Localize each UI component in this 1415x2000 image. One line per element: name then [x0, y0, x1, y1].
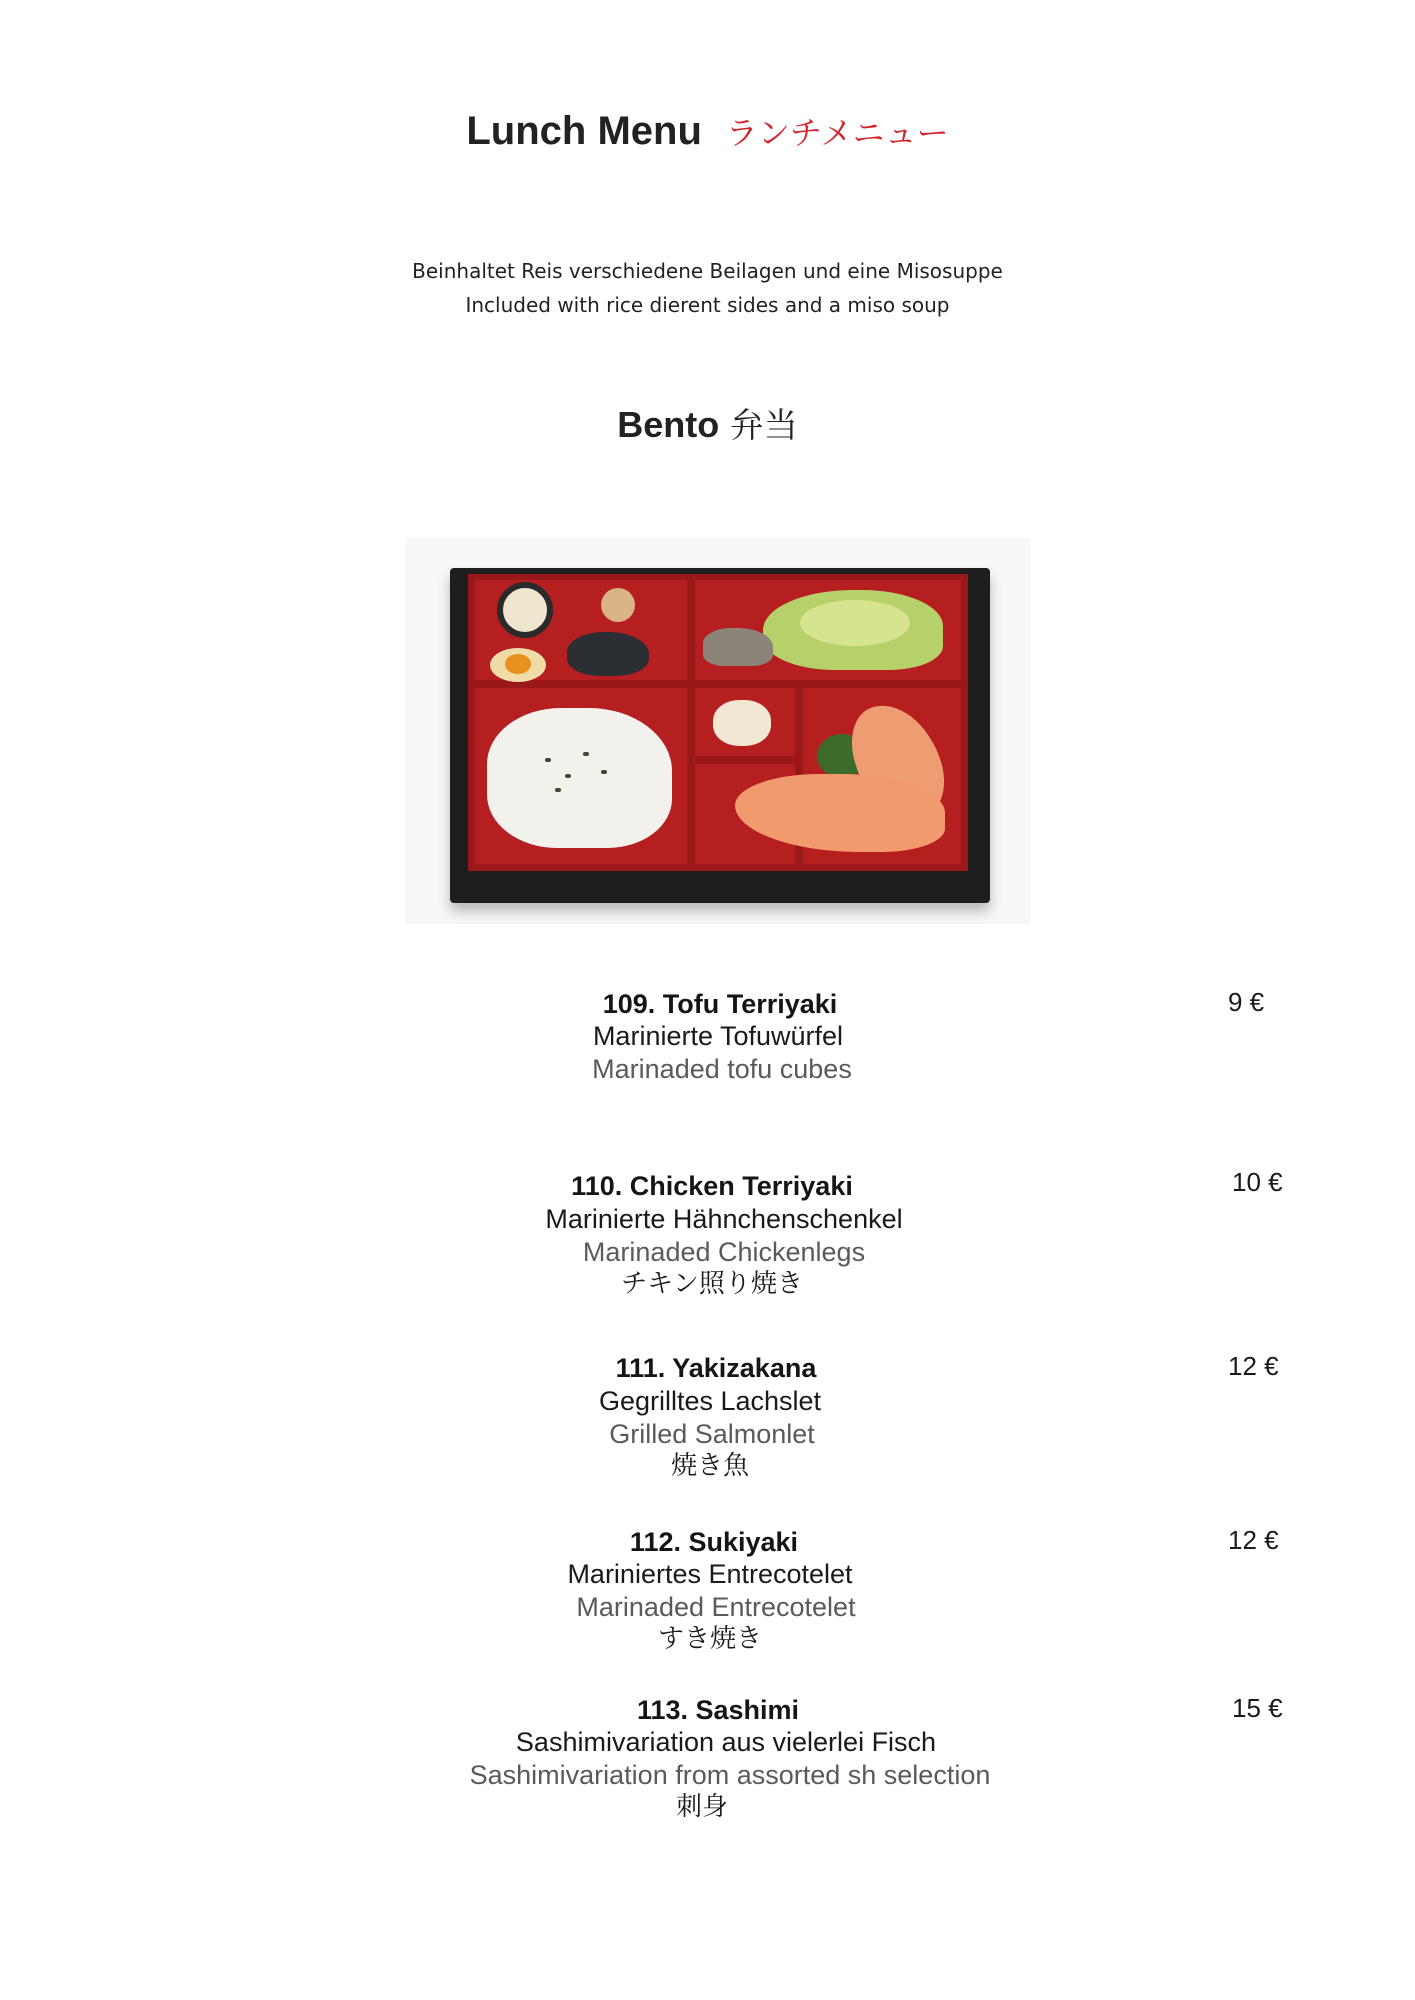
item-name-jp: チキン照り焼き — [621, 1269, 803, 1299]
menu-title: Lunch Menu — [466, 109, 702, 153]
intro-line-en: Included with rice dierent sides and a miso soup — [465, 293, 950, 317]
item-price: 10 € — [1232, 1167, 1283, 1197]
item-name: 110. Chicken Terriyaki — [571, 1171, 853, 1201]
salad — [800, 600, 910, 646]
item-name-jp: 刺身 — [675, 1792, 729, 1822]
section-title: Bento — [617, 404, 720, 445]
fish — [703, 628, 773, 666]
rice — [487, 708, 672, 848]
nori — [567, 632, 649, 676]
item-description-en: Marinaded Entrecotelet — [576, 1592, 856, 1622]
simmered-vegetable — [601, 588, 635, 622]
section-heading — [0, 398, 1415, 447]
item-description-de: Marinierte Hähnchenschenkel — [545, 1204, 903, 1234]
item-description-en: Marinaded tofu cubes — [592, 1054, 852, 1084]
menu-title-jp: ランチメニュー — [725, 114, 949, 152]
furikake — [565, 774, 571, 778]
section-title-jp: 弁当 — [729, 406, 798, 446]
egg-yolk — [505, 654, 531, 674]
item-description-de: Sashimivariation aus vielerlei Fisch — [515, 1727, 937, 1757]
page-title — [0, 108, 1415, 154]
bento-box-photo — [405, 538, 1030, 924]
pickled-ginger — [713, 700, 771, 746]
item-price: 9 € — [1228, 987, 1265, 1017]
menu-intro — [0, 254, 1415, 322]
item-description-de: Mariniertes Entrecotelet — [567, 1559, 853, 1589]
furikake — [545, 758, 551, 762]
intro-line-de: Beinhaltet Reis verschiedene Beilagen und eine Misosuppe — [412, 259, 1003, 283]
furikake — [583, 752, 589, 756]
item-description-en: Marinaded Chickenlegs — [582, 1237, 866, 1267]
item-description-en: Grilled Salmonlet — [609, 1419, 815, 1449]
item-description-de: Marinierte Tofuwürfel — [592, 1021, 844, 1051]
item-price: 12 € — [1228, 1351, 1279, 1381]
item-name: 112. Sukiyaki — [629, 1527, 799, 1557]
furikake — [555, 788, 561, 792]
item-price: 12 € — [1228, 1525, 1279, 1555]
sushi-roll — [497, 582, 553, 638]
furikake — [601, 770, 607, 774]
item-name: 109. Tofu Terriyaki — [602, 989, 838, 1019]
item-name: 113. Sashimi — [636, 1695, 800, 1725]
item-price: 15 € — [1232, 1693, 1283, 1723]
item-name-jp: すき焼き — [657, 1624, 763, 1654]
item-description-de: Gegrilltes Lachslet — [598, 1386, 822, 1416]
item-description-en: Sashimivariation from assorted sh selection — [469, 1760, 991, 1790]
item-name: 111. Yakizakana — [615, 1353, 817, 1383]
item-name-jp: 焼き魚 — [670, 1451, 750, 1481]
